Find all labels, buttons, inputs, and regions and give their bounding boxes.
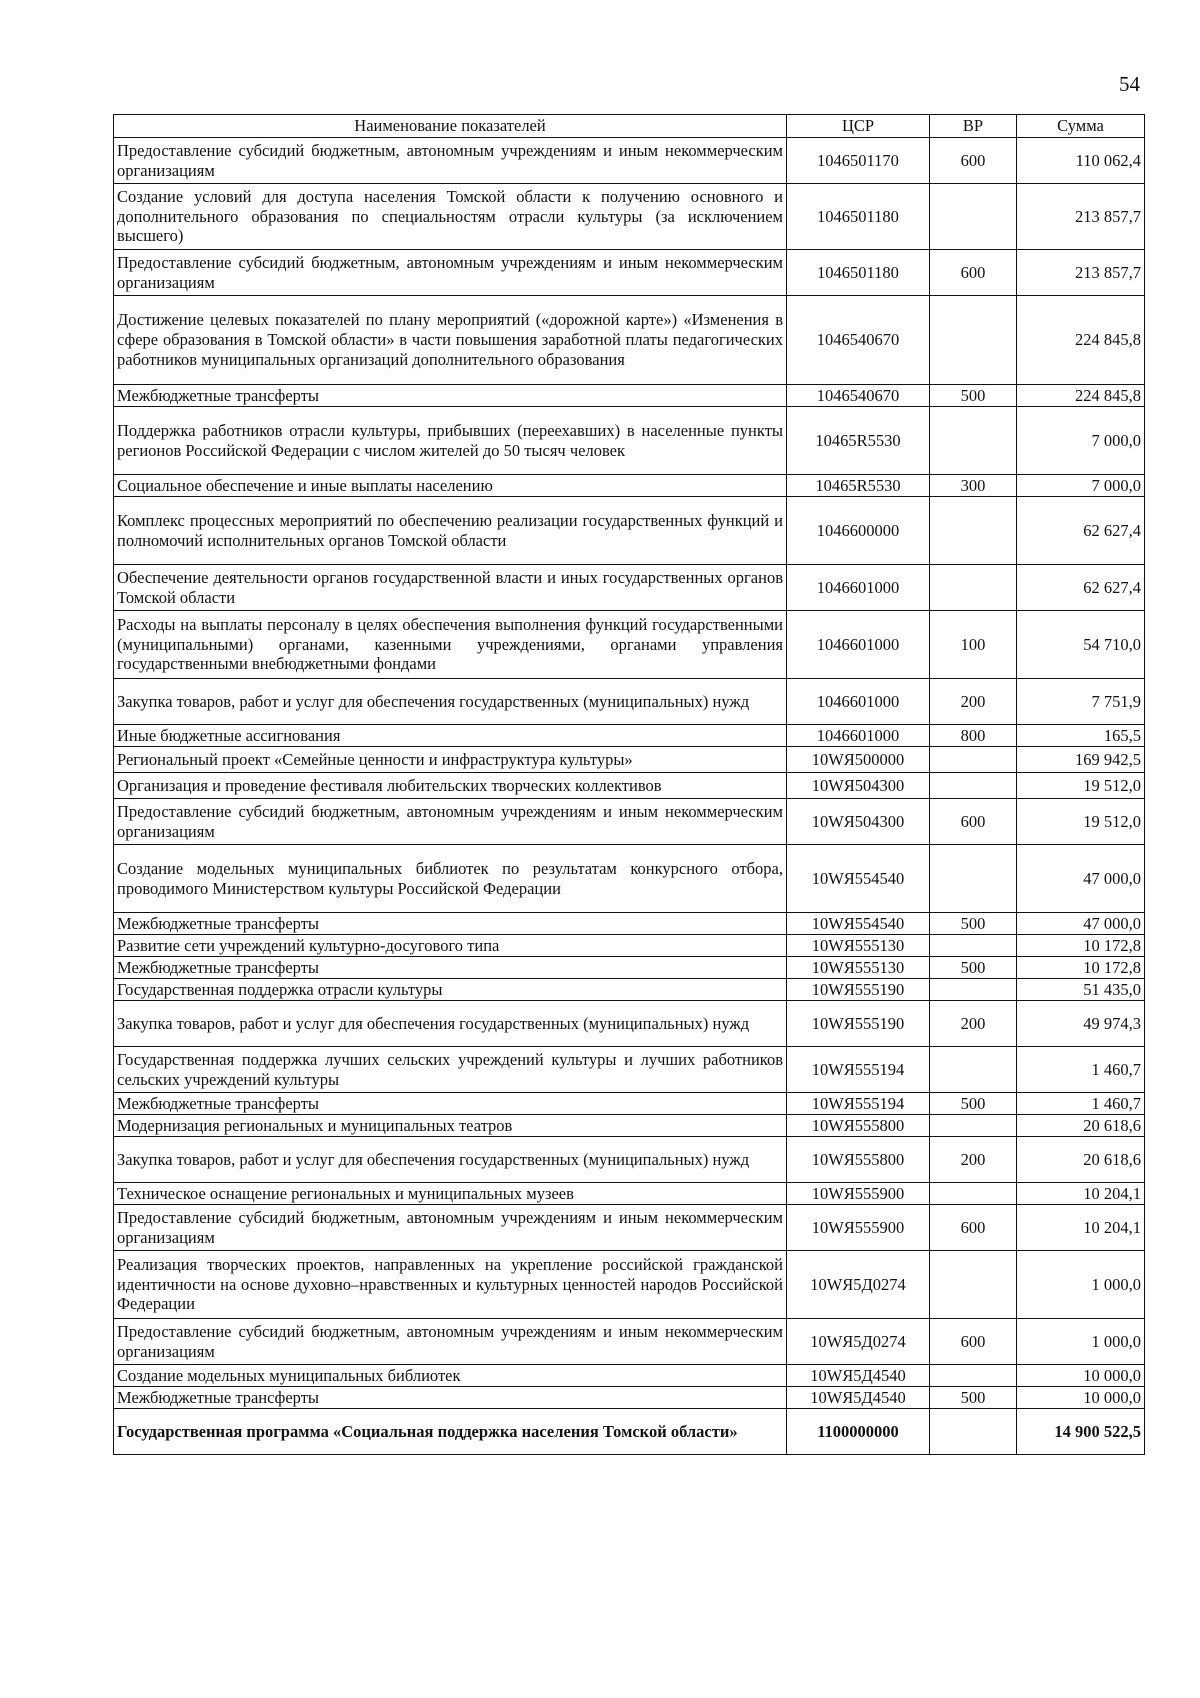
row-csr-cell: 1046601000 [787, 565, 930, 611]
row-vr-cell: 800 [930, 725, 1017, 747]
row-name-cell: Обеспечение деятельности органов государственной власти и иных государственных органов Томской области [114, 565, 787, 611]
row-csr-cell: 1046601000 [787, 725, 930, 747]
row-name-cell: Поддержка работников отрасли культуры, прибывших (переехавших) в населенные пункты регионов Российской Федерации с числом жителей до 50 тысяч человек [114, 407, 787, 475]
table-header [114, 115, 1145, 138]
table-row [114, 799, 1145, 845]
row-csr-cell: 1046601000 [787, 611, 930, 679]
table-row [114, 1387, 1145, 1409]
row-csr-cell: 10465R5530 [787, 475, 930, 497]
row-sum-cell: 14 900 522,5 [1017, 1409, 1145, 1455]
row-vr-cell: 500 [930, 1387, 1017, 1409]
row-name-cell: Организация и проведение фестиваля любительских творческих коллективов [114, 773, 787, 799]
row-csr-cell: 10WЯ555130 [787, 957, 930, 979]
row-sum-cell: 224 845,8 [1017, 385, 1145, 407]
row-vr-cell [930, 1047, 1017, 1093]
row-sum-cell: 169 942,5 [1017, 747, 1145, 773]
row-name-cell: Достижение целевых показателей по плану мероприятий («дорожной карте») «Изменения в сфере образования в Томской области» в части повышения заработной платы педагогических работников муниципальных организаций дополнительного образования [114, 296, 787, 385]
column-header-sum: Сумма [1017, 115, 1145, 138]
row-sum-cell: 47 000,0 [1017, 913, 1145, 935]
table-row [114, 1183, 1145, 1205]
table-row [114, 1409, 1145, 1455]
row-csr-cell: 10WЯ555194 [787, 1047, 930, 1093]
row-sum-cell: 10 172,8 [1017, 957, 1145, 979]
row-name-cell: Межбюджетные трансферты [114, 1387, 787, 1409]
row-vr-cell: 600 [930, 1319, 1017, 1365]
table-row [114, 679, 1145, 725]
row-name-cell: Межбюджетные трансферты [114, 957, 787, 979]
table-row [114, 296, 1145, 385]
table-row [114, 1365, 1145, 1387]
table-row [114, 1093, 1145, 1115]
row-name-cell: Создание модельных муниципальных библиотек [114, 1365, 787, 1387]
row-csr-cell: 1046501180 [787, 184, 930, 250]
row-sum-cell: 10 000,0 [1017, 1365, 1145, 1387]
row-sum-cell: 224 845,8 [1017, 296, 1145, 385]
table-row [114, 773, 1145, 799]
row-sum-cell: 62 627,4 [1017, 497, 1145, 565]
row-vr-cell [930, 1365, 1017, 1387]
row-sum-cell: 7 000,0 [1017, 407, 1145, 475]
row-name-cell: Региональный проект «Семейные ценности и инфраструктура культуры» [114, 747, 787, 773]
row-sum-cell: 165,5 [1017, 725, 1145, 747]
row-csr-cell: 1046501170 [787, 138, 930, 184]
row-csr-cell: 10WЯ500000 [787, 747, 930, 773]
row-vr-cell [930, 935, 1017, 957]
row-csr-cell: 1046501180 [787, 250, 930, 296]
row-csr-cell: 10WЯ555130 [787, 935, 930, 957]
row-sum-cell: 213 857,7 [1017, 250, 1145, 296]
row-sum-cell: 213 857,7 [1017, 184, 1145, 250]
row-csr-cell: 10WЯ555900 [787, 1205, 930, 1251]
row-vr-cell: 200 [930, 1137, 1017, 1183]
row-name-cell: Закупка товаров, работ и услуг для обеспечения государственных (муниципальных) нужд [114, 1137, 787, 1183]
row-sum-cell: 10 204,1 [1017, 1183, 1145, 1205]
row-name-cell: Техническое оснащение региональных и муниципальных музеев [114, 1183, 787, 1205]
table-row [114, 250, 1145, 296]
page-number: 54 [1119, 72, 1140, 96]
row-csr-cell: 10WЯ504300 [787, 773, 930, 799]
row-name-cell: Расходы на выплаты персоналу в целях обеспечения выполнения функций государственными (муниципальными) органами, казенными учреждениями, органами управления государственными внебюджетными фондами [114, 611, 787, 679]
row-vr-cell: 600 [930, 799, 1017, 845]
row-vr-cell: 600 [930, 1205, 1017, 1251]
budget-table [113, 114, 1145, 1455]
row-vr-cell [930, 747, 1017, 773]
row-csr-cell: 1046601000 [787, 679, 930, 725]
row-vr-cell: 600 [930, 138, 1017, 184]
table-row [114, 407, 1145, 475]
header-row [114, 115, 1145, 138]
column-header-vr: ВР [930, 115, 1017, 138]
row-sum-cell: 54 710,0 [1017, 611, 1145, 679]
row-vr-cell: 100 [930, 611, 1017, 679]
row-csr-cell: 10WЯ555194 [787, 1093, 930, 1115]
table-row [114, 475, 1145, 497]
row-vr-cell [930, 773, 1017, 799]
row-name-cell: Предоставление субсидий бюджетным, автономным учреждениям и иным некоммерческим организациям [114, 138, 787, 184]
row-sum-cell: 51 435,0 [1017, 979, 1145, 1001]
table-row [114, 611, 1145, 679]
table-row [114, 184, 1145, 250]
row-sum-cell: 7 000,0 [1017, 475, 1145, 497]
row-name-cell: Государственная программа «Социальная поддержка населения Томской области» [114, 1409, 787, 1455]
row-sum-cell: 1 000,0 [1017, 1251, 1145, 1319]
row-csr-cell: 10WЯ554540 [787, 845, 930, 913]
row-csr-cell: 10WЯ5Д4540 [787, 1365, 930, 1387]
row-vr-cell [930, 1251, 1017, 1319]
table-row [114, 747, 1145, 773]
row-name-cell: Предоставление субсидий бюджетным, автономным учреждениям и иным некоммерческим организациям [114, 1319, 787, 1365]
row-name-cell: Реализация творческих проектов, направленных на укрепление российской гражданской идентичности на основе духовно–нравственных и культурных ценностей народов Российской Федерации [114, 1251, 787, 1319]
row-name-cell: Предоставление субсидий бюджетным, автономным учреждениям и иным некоммерческим организациям [114, 1205, 787, 1251]
row-vr-cell [930, 979, 1017, 1001]
row-name-cell: Комплекс процессных мероприятий по обеспечению реализации государственных функций и полномочий исполнительных органов Томской области [114, 497, 787, 565]
row-name-cell: Создание модельных муниципальных библиотек по результатам конкурсного отбора, проводимого Министерством культуры Российской Федерации [114, 845, 787, 913]
row-csr-cell: 10WЯ5Д0274 [787, 1319, 930, 1365]
row-csr-cell: 10WЯ554540 [787, 913, 930, 935]
row-name-cell: Развитие сети учреждений культурно-досугового типа [114, 935, 787, 957]
row-vr-cell [930, 497, 1017, 565]
table-row [114, 1251, 1145, 1319]
row-csr-cell: 10WЯ555190 [787, 1001, 930, 1047]
table-row [114, 725, 1145, 747]
row-sum-cell: 110 062,4 [1017, 138, 1145, 184]
row-sum-cell: 1 460,7 [1017, 1093, 1145, 1115]
row-name-cell: Государственная поддержка отрасли культуры [114, 979, 787, 1001]
row-sum-cell: 1 000,0 [1017, 1319, 1145, 1365]
row-vr-cell: 500 [930, 957, 1017, 979]
row-csr-cell: 1046540670 [787, 296, 930, 385]
row-csr-cell: 1100000000 [787, 1409, 930, 1455]
row-csr-cell: 10WЯ555800 [787, 1137, 930, 1183]
table-row [114, 385, 1145, 407]
row-vr-cell [930, 1409, 1017, 1455]
row-csr-cell: 1046600000 [787, 497, 930, 565]
row-name-cell: Межбюджетные трансферты [114, 1093, 787, 1115]
row-sum-cell: 49 974,3 [1017, 1001, 1145, 1047]
row-name-cell: Закупка товаров, работ и услуг для обеспечения государственных (муниципальных) нужд [114, 679, 787, 725]
row-sum-cell: 62 627,4 [1017, 565, 1145, 611]
column-header-csr: ЦСР [787, 115, 930, 138]
table-row [114, 138, 1145, 184]
row-sum-cell: 47 000,0 [1017, 845, 1145, 913]
row-name-cell: Социальное обеспечение и иные выплаты населению [114, 475, 787, 497]
table-row [114, 1205, 1145, 1251]
row-name-cell: Предоставление субсидий бюджетным, автономным учреждениям и иным некоммерческим организациям [114, 250, 787, 296]
row-sum-cell: 20 618,6 [1017, 1115, 1145, 1137]
row-vr-cell: 500 [930, 385, 1017, 407]
row-csr-cell: 10WЯ5Д4540 [787, 1387, 930, 1409]
table-row [114, 935, 1145, 957]
row-sum-cell: 20 618,6 [1017, 1137, 1145, 1183]
row-csr-cell: 10WЯ555900 [787, 1183, 930, 1205]
row-name-cell: Создание условий для доступа населения Томской области к получению основного и дополнительного образования по специальностям отрасли культуры (за исключением высшего) [114, 184, 787, 250]
row-vr-cell [930, 407, 1017, 475]
row-csr-cell: 10WЯ555190 [787, 979, 930, 1001]
row-name-cell: Модернизация региональных и муниципальных театров [114, 1115, 787, 1137]
row-csr-cell: 10WЯ5Д0274 [787, 1251, 930, 1319]
table-row [114, 1047, 1145, 1093]
row-name-cell: Закупка товаров, работ и услуг для обеспечения государственных (муниципальных) нужд [114, 1001, 787, 1047]
row-vr-cell [930, 1115, 1017, 1137]
table-row [114, 565, 1145, 611]
row-csr-cell: 10WЯ504300 [787, 799, 930, 845]
row-vr-cell [930, 184, 1017, 250]
row-vr-cell: 200 [930, 679, 1017, 725]
row-vr-cell [930, 565, 1017, 611]
row-vr-cell: 300 [930, 475, 1017, 497]
row-name-cell: Межбюджетные трансферты [114, 385, 787, 407]
table-row [114, 845, 1145, 913]
row-vr-cell: 600 [930, 250, 1017, 296]
table-row [114, 979, 1145, 1001]
row-name-cell: Государственная поддержка лучших сельских учреждений культуры и лучших работников сельских учреждений культуры [114, 1047, 787, 1093]
table-body [114, 138, 1145, 1455]
row-vr-cell: 200 [930, 1001, 1017, 1047]
row-vr-cell [930, 296, 1017, 385]
row-vr-cell: 500 [930, 1093, 1017, 1115]
table-row [114, 1001, 1145, 1047]
row-vr-cell [930, 1183, 1017, 1205]
row-sum-cell: 7 751,9 [1017, 679, 1145, 725]
row-sum-cell: 1 460,7 [1017, 1047, 1145, 1093]
row-sum-cell: 19 512,0 [1017, 799, 1145, 845]
row-csr-cell: 10WЯ555800 [787, 1115, 930, 1137]
row-sum-cell: 10 172,8 [1017, 935, 1145, 957]
row-name-cell: Предоставление субсидий бюджетным, автономным учреждениям и иным некоммерческим организациям [114, 799, 787, 845]
row-sum-cell: 19 512,0 [1017, 773, 1145, 799]
table-row [114, 497, 1145, 565]
row-sum-cell: 10 000,0 [1017, 1387, 1145, 1409]
table-row [114, 1319, 1145, 1365]
row-vr-cell [930, 845, 1017, 913]
row-name-cell: Межбюджетные трансферты [114, 913, 787, 935]
row-vr-cell: 500 [930, 913, 1017, 935]
row-csr-cell: 1046540670 [787, 385, 930, 407]
table-row [114, 957, 1145, 979]
table-row [114, 913, 1145, 935]
column-header-name: Наименование показателей [114, 115, 787, 138]
table-row [114, 1115, 1145, 1137]
table-row [114, 1137, 1145, 1183]
row-name-cell: Иные бюджетные ассигнования [114, 725, 787, 747]
row-sum-cell: 10 204,1 [1017, 1205, 1145, 1251]
row-csr-cell: 10465R5530 [787, 407, 930, 475]
